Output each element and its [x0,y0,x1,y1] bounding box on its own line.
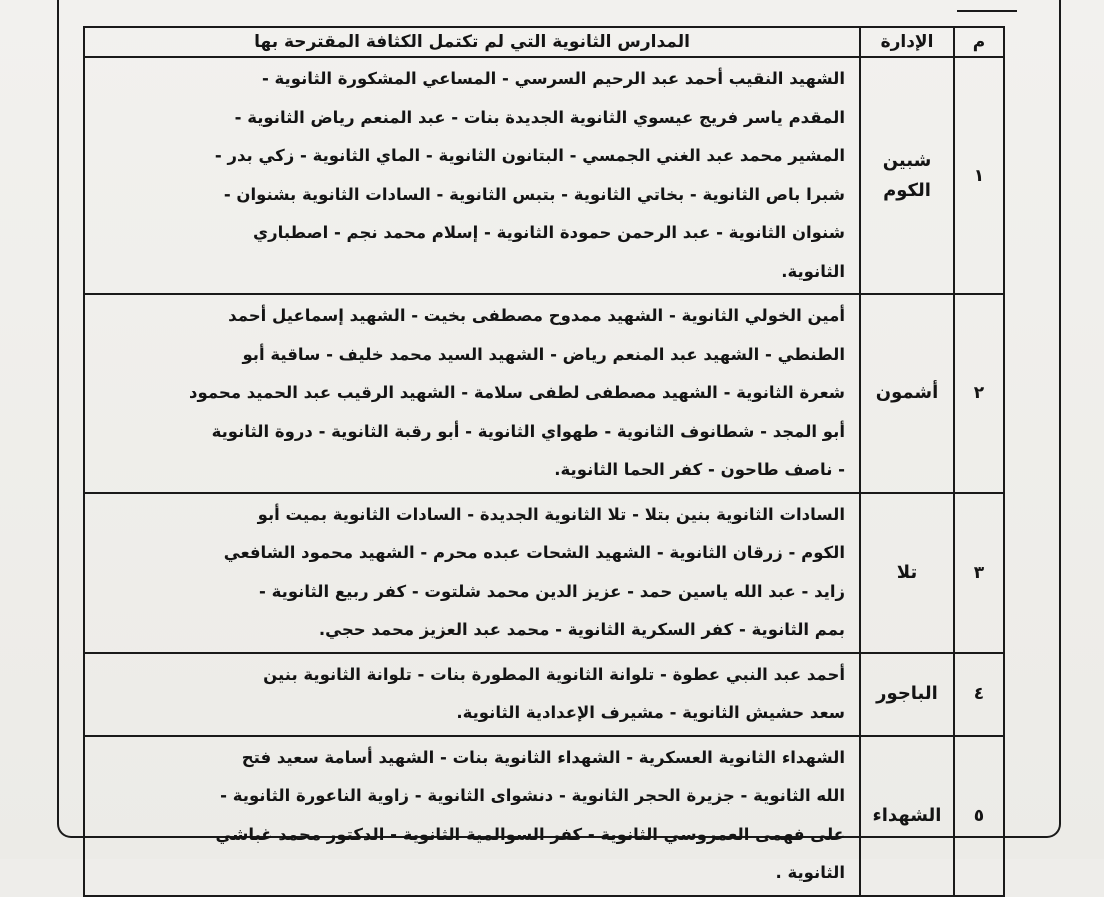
school-list-line: المقدم ياسر فريج عيسوي الثانوية الجديدة بنات - عبد المنعم رياض الثانوية - [234,107,845,127]
school-list-line: على فهمى العمروسي الثانوية - كفر السوالمية الثانوية - الدكتور محمد غباشي [215,824,845,844]
schools-cell [84,294,860,493]
school-list-line: شبرا باص الثانوية - بخاتي الثانوية - بتبس الثانوية - السادات الثانوية بشنوان - [223,184,845,204]
admin-name: شبين [882,149,932,171]
school-list-line: السادات الثانوية بنين بتلا - تلا الثانوية الجديدة - السادات الثانوية بميت أبو [257,504,845,524]
row-number: ١ [973,165,985,186]
row-number-cell [954,736,1004,896]
header-admin: الإدارة [860,27,954,57]
table-row [84,653,1004,736]
row-number: ٥ [973,805,985,826]
table-row [84,57,1004,294]
schools-cell [84,493,860,653]
admin-name: تلا [896,561,918,583]
schools-cell [84,57,860,294]
school-list-line: شعرة الثانوية - الشهيد مصطفى لطفى سلامة - الشهيد الرقيب عبد الحميد محمود [189,383,845,402]
school-list-line: - ناصف طاحون - كفر الحما الثانوية. [554,460,845,479]
admin-cell [860,736,954,896]
school-list-line: زايد - عبد الله ياسين حمد - عزيز الدين محمد شلتوت - كفر ربيع الثانوية - [259,581,845,601]
row-number-cell [954,57,1004,294]
school-list-line: الثانوية. [781,261,845,281]
admin-cell [860,57,954,294]
top-rule-fragment [957,0,1017,12]
admin-name: أشمون [875,382,939,404]
admin-cell [860,294,954,493]
school-list-line: سعد حشيش الثانوية - مشيرف الإعدادية الثانوية. [456,703,845,722]
row-number: ٢ [973,383,985,404]
school-list-line: بمم الثانوية - كفر السكرية الثانوية - محمد عبد العزيز محمد حجي. [318,620,845,639]
header-num: م [954,27,1004,57]
school-list-line: شنوان الثانوية - عبد الرحمن حمودة الثانوية - إسلام محمد نجم - اصطباري [253,223,845,242]
header-schools: المدارس الثانوية التي لم تكتمل الكثافة المقترحة بها [84,27,860,57]
table-row [84,294,1004,493]
row-number-cell [954,653,1004,736]
school-list-line: الطنطي - الشهيد عبد المنعم رياض - الشهيد السيد محمد خليف - ساقية أبو [242,344,845,364]
school-list-line: أبو المجد - شطانوف الثانوية - طهواي الثانوية - أبو رقبة الثانوية - دروة الثانوية [211,421,845,441]
school-list-line: المشير محمد عبد الغني الجمسي - البتانون الثانوية - الماي الثانوية - زكي بدر - [214,146,845,165]
school-list-line: الكوم - زرقان الثانوية - الشهيد الشحات عبده محرم - الشهيد محمود الشافعي [223,543,845,562]
school-list-line: الشهداء الثانوية العسكرية - الشهداء الثانوية بنات - الشهيد أسامة سعيد فتح [241,747,845,767]
admin-name: الباجور [876,683,938,704]
schools-table [83,26,1005,897]
school-list-line: الثانوية . [775,863,845,882]
table-header-row [84,27,1004,57]
row-number: ٣ [973,562,985,583]
school-list-line: الله الثانوية - جزيرة الحجر الثانوية - دنشواى الثانوية - زاوية الناعورة الثانوية - [220,786,845,805]
row-number: ٤ [973,684,985,704]
schools-cell [84,653,860,736]
admin-name: الكوم [883,179,931,201]
row-number-cell [954,294,1004,493]
table-row [84,736,1004,896]
row-number-cell [954,493,1004,653]
schools-cell [84,736,860,896]
school-list-line: أمين الخولي الثانوية - الشهيد ممدوح مصطفى بخيت - الشهيد إسماعيل أحمد [228,306,845,325]
admin-cell [860,493,954,653]
table-row [84,493,1004,653]
school-list-line: الشهيد النقيب أحمد عبد الرحيم السرسي - المساعي المشكورة الثانوية - [261,69,845,88]
admin-cell [860,653,954,736]
school-list-line: أحمد عبد النبي عطوة - تلوانة الثانوية المطورة بنات - تلوانة الثانوية بنين [263,664,845,684]
admin-name: الشهداء [872,804,942,826]
